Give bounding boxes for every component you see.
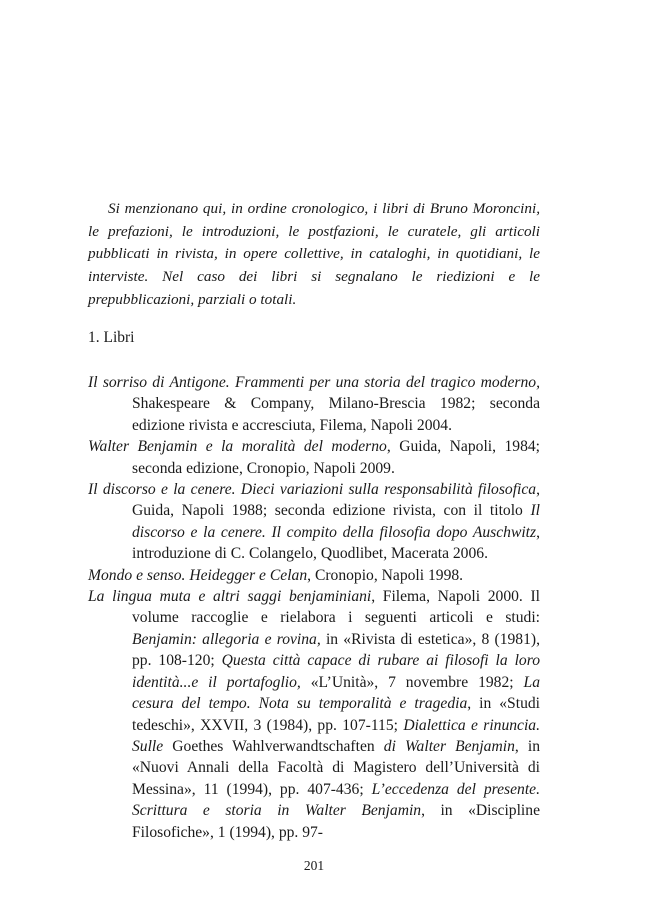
entry-title: La lingua muta e altri saggi benjaminiani xyxy=(88,588,372,606)
bibliography-entry xyxy=(88,586,540,843)
article-title: di Walter Benjamin xyxy=(383,737,515,755)
bibliography-entry xyxy=(88,372,540,436)
article-title: Benjamin: allegoria e rovina, xyxy=(132,630,321,648)
entry-title: Il discorso e la cenere. Dieci variazioni sulla responsabilità filosofica xyxy=(88,481,537,499)
bibliography-entry xyxy=(88,479,540,565)
bibliography-list xyxy=(88,372,540,843)
entry-details: , in «Discipline Filosofiche», 1 (1994), pp. 97- xyxy=(132,802,540,841)
entry-details: Shakespeare & Company, Milano-Brescia 1982; seconda edizione rivista e accresciuta, Filema, Napoli 2004. xyxy=(132,395,540,434)
entry-details: , introduzione di C. Colangelo, Quodlibet, Macerata 2006. xyxy=(132,523,540,563)
article-title: Questa città capace di rubare ai filosofi la loro identità...e il portafoglio, xyxy=(132,652,540,691)
entry-details: , in «Studi tedeschi», XXVII, 3 (1984), pp. 107-115; xyxy=(132,695,540,734)
entry-title: Mondo e senso. Heidegger e Celan xyxy=(88,566,308,584)
article-title: Dialettica e rinuncia. Sulle xyxy=(132,716,540,755)
entry-details: , Cronopio, Napoli 1998. xyxy=(307,566,464,584)
bibliography-entry xyxy=(88,565,540,586)
entry-title: Walter Benjamin e la moralità del moderno xyxy=(88,438,387,456)
entry-subtitle: Il discorso e la cenere. Il compito della filosofia dopo Auschwitz xyxy=(132,502,540,541)
intro-paragraph: Si menzionano qui, in ordine cronologico, i libri di Bruno Moroncini, le prefazioni, le introduzioni, le postfazioni, le curatele, gli articoli pubblicati in rivista, in opere collettive, in cataloghi, in quotidiani, le interviste. Nel caso dei libri si segnalano le riedizioni e le prepubblicazioni, parziali o totali. xyxy=(88,200,540,308)
entry-details: , in «Nuovi Annali della Facoltà di Magistero dell’Università di Messina», 11 (1994), pp. 407-436; xyxy=(132,737,540,798)
bibliography-entry xyxy=(88,436,540,479)
section-heading: 1. Libri xyxy=(88,329,135,346)
entry-details: , Filema, Napoli 2000. Il volume raccoglie e rielabora i seguenti articoli e studi: xyxy=(132,588,540,627)
entry-details: in «Rivista di estetica», 8 (1981), pp. 108-120; xyxy=(132,630,540,670)
page-number: 201 xyxy=(303,858,325,873)
entry-details: , Guida, Napoli, 1984; seconda edizione, Cronopio, Napoli 2009. xyxy=(132,438,540,477)
entry-details: Goethes Wahlverwandtschaften xyxy=(163,737,384,755)
entry-details: , Guida, Napoli 1988; seconda edizione rivista, con il titolo xyxy=(132,481,540,520)
article-title: L’eccedenza del presente. Scrittura e storia in Walter Benjamin xyxy=(132,780,540,820)
entry-details: «L’Unità», 7 novembre 1982; xyxy=(300,673,524,691)
entry-title: Il sorriso di Antigone. Frammenti per una storia del tragico moderno, xyxy=(88,374,540,391)
article-title: La cesura del tempo. Nota su temporalità e tragedia xyxy=(132,673,540,713)
